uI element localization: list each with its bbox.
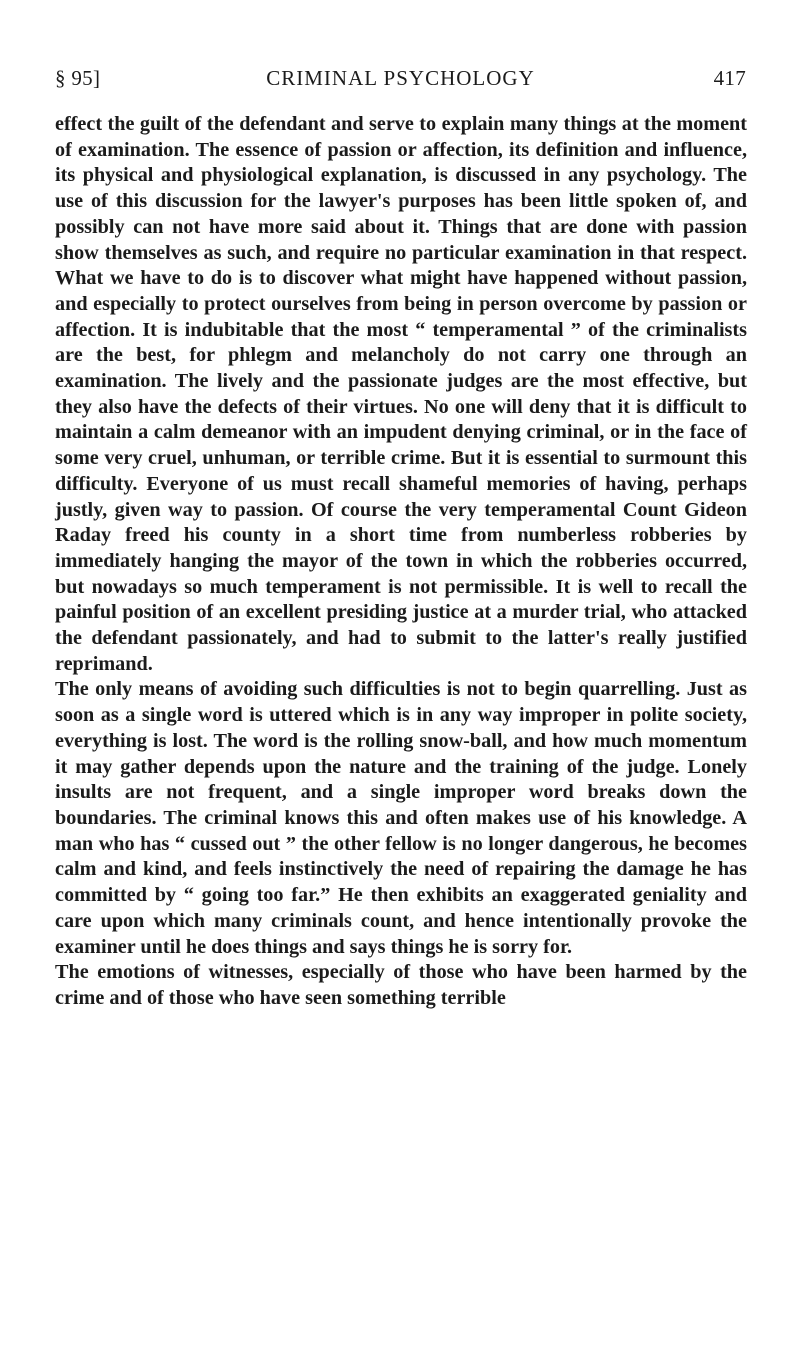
running-header xyxy=(55,66,746,96)
section-number: § 95] xyxy=(55,66,101,90)
paragraph-2: The only means of avoiding such difficulties is not to begin quarrelling. Just as soon as a single word is uttered which is in any way improper in polite society, everything is lost. The word is the rolling snow-ball, and how much momentum it may gather depends upon the nature and the training of the judge. Lonely insults are not frequent, and a single improper word breaks down the boundaries. The criminal knows this and often makes use of his knowledge. A man who has “ cussed out ” the other fellow is no longer dangerous, he becomes calm and kind, and feels instinctively the need of repairing the damage he has committed by “ going too far.” He then exhibits an exaggerated geniality and care upon which many criminals count, and hence intentionally provoke the examiner until he does things and says things he is sorry for. xyxy=(55,678,747,958)
running-title: CRIMINAL PSYCHOLOGY xyxy=(266,66,535,90)
paragraph-3: The emotions of witnesses, especially of those who have been harmed by the crime and of those who have seen something terrible xyxy=(55,961,747,1009)
paragraph-1: effect the guilt of the defendant and serve to explain many things at the moment of examination. The essence of passion or affection, its definition and influence, its physical and physiological explanation, is discussed in any psychology. The use of this discussion for the lawyer's purposes has been little spoken of, and possibly can not have more said about it. Things that are done with passion show themselves as such, and require no particular examination in that respect. What we have to do is to discover what might have happened without passion, and especially to protect ourselves from being in person overcome by passion or affection. It is indubitable that the most “ temperamental ” of the criminalists are the best, for phlegm and melancholy do not carry one through an examination. The lively and the passionate judges are the most effective, but they also have the defects of their virtues. No one will deny that it is difficult to maintain a calm demeanor with an impudent denying criminal, or in the face of some very cruel, unhuman, or terrible crime. But it is essential to surmount this difficulty. Everyone of us must recall shameful memories of having, perhaps justly, given way to passion. Of course the very temperamental Count Gideon Raday freed his county in a short time from numberless robberies by immediately hanging the mayor of the town in which the robberies occurred, but nowadays so much temperament is not permissible. It is well to recall the painful position of an excellent presiding justice at a murder trial, who attacked the defendant passionately, and had to submit to the latter's really justified reprimand. xyxy=(55,113,747,675)
page-number: 417 xyxy=(713,66,746,90)
body-text xyxy=(55,112,747,1012)
